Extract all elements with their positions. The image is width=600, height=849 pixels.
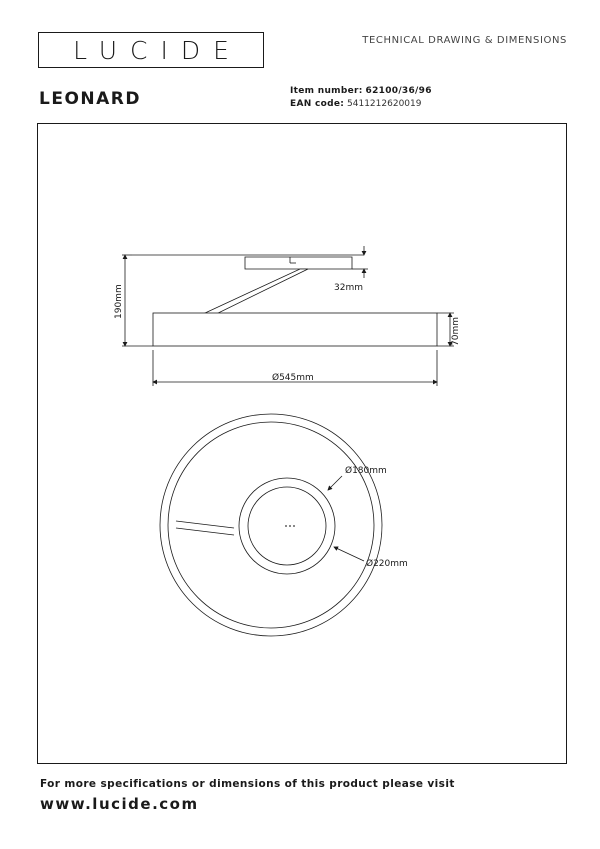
product-meta	[290, 85, 432, 111]
technical-drawing	[38, 124, 568, 765]
ring-side	[153, 313, 437, 346]
item-number-row	[290, 85, 432, 98]
side-view	[122, 246, 454, 386]
arm	[190, 269, 308, 320]
canopy	[245, 257, 352, 269]
dim-outer-diameter: Ø220mm	[366, 559, 408, 569]
dim-ring-height: 70mm	[451, 317, 461, 346]
document-type: TECHNICAL DRAWING & DIMENSIONS	[362, 35, 567, 46]
ean-row	[290, 98, 432, 111]
ean-value: 5411212620019	[347, 99, 422, 109]
item-number-label: Item number:	[290, 86, 363, 96]
ring-inner-edge	[168, 422, 374, 628]
tiny-label-icon	[285, 525, 295, 527]
brand-logo	[38, 32, 264, 68]
dim-inner-diameter: Ø180mm	[345, 466, 387, 476]
ean-label: EAN code:	[290, 99, 345, 109]
top-view	[160, 414, 382, 636]
footer-note: For more specifications or dimensions of this product please visit	[40, 778, 455, 790]
item-number-value: 62100/36/96	[365, 86, 432, 96]
brand-logo-text: LUCIDE	[73, 36, 242, 65]
ring-outer-edge	[160, 414, 382, 636]
dim-diameter: Ø545mm	[272, 373, 314, 383]
dim-height-total: 190mm	[114, 284, 124, 319]
website-link[interactable]: www.lucide.com	[40, 795, 199, 813]
dim-canopy-height: 32mm	[334, 283, 363, 293]
product-name: LEONARD	[39, 89, 141, 109]
drawing-frame	[37, 123, 567, 764]
